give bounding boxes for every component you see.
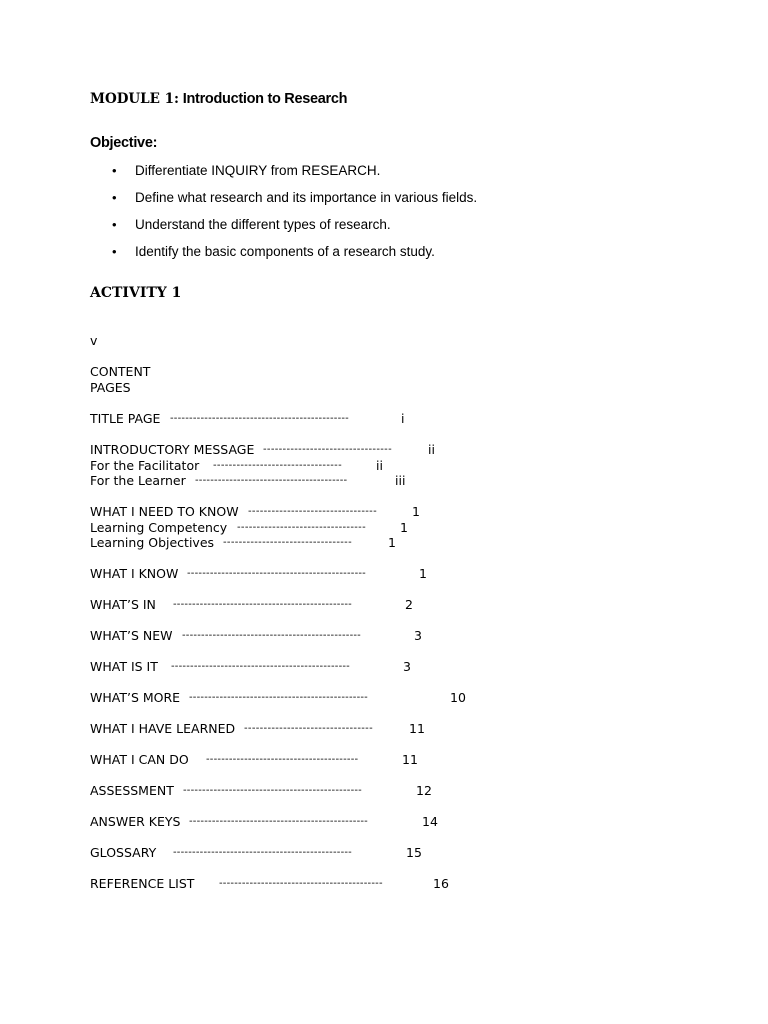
toc-label: Learning Objectives bbox=[90, 535, 215, 550]
toc-label: WHAT I HAVE LEARNED bbox=[90, 721, 236, 736]
toc-label: WHAT’S MORE bbox=[90, 690, 181, 705]
bullet-icon: • bbox=[112, 163, 117, 178]
toc-label: For the Learner bbox=[90, 473, 186, 488]
stray-character: v bbox=[90, 333, 98, 348]
toc-page-number: 11 bbox=[402, 752, 418, 767]
activity-heading: ACTIVITY 1 bbox=[90, 285, 182, 301]
toc-page-number: 16 bbox=[433, 876, 449, 891]
toc-leader: ----------------------------------------------- bbox=[182, 630, 361, 641]
toc-leader: --------------------------------- bbox=[237, 522, 366, 533]
toc-leader: ----------------------------------------------- bbox=[187, 568, 366, 579]
toc-label: TITLE PAGE bbox=[90, 411, 161, 426]
toc-page-number: 1 bbox=[400, 520, 408, 535]
toc-page-number: 15 bbox=[406, 845, 422, 860]
toc-leader: ----------------------------------------------- bbox=[183, 785, 362, 796]
toc-leader: ----------------------------------------------- bbox=[189, 816, 368, 827]
objective-heading: Objective: bbox=[90, 135, 158, 151]
toc-page-number: 1 bbox=[412, 504, 420, 519]
toc-label: WHAT I KNOW bbox=[90, 566, 179, 581]
toc-page-number: 1 bbox=[419, 566, 427, 581]
toc-page-number: 11 bbox=[409, 721, 425, 736]
toc-label: WHAT I NEED TO KNOW bbox=[90, 504, 239, 519]
toc-leader: ----------------------------------------------- bbox=[170, 413, 349, 424]
toc-label: WHAT I CAN DO bbox=[90, 752, 189, 767]
bullet-icon: • bbox=[112, 217, 117, 232]
toc-page-number: 10 bbox=[450, 690, 466, 705]
toc-leader: ------------------------------------------- bbox=[219, 878, 383, 889]
toc-page-number: ii bbox=[428, 442, 435, 457]
toc-leader: ----------------------------------------------- bbox=[171, 661, 350, 672]
toc-label: WHAT IS IT bbox=[90, 659, 158, 674]
toc-leader: ----------------------------------------------- bbox=[173, 599, 352, 610]
toc-leader: ---------------------------------------- bbox=[206, 754, 359, 765]
toc-leader: ----------------------------------------------- bbox=[173, 847, 352, 858]
module-title-text: Introduction to Research bbox=[179, 91, 348, 107]
toc-leader: --------------------------------- bbox=[244, 723, 373, 734]
toc-label: WHAT’S NEW bbox=[90, 628, 173, 643]
toc-leader: --------------------------------- bbox=[213, 460, 342, 471]
toc-label: REFERENCE LIST bbox=[90, 876, 195, 891]
bullet-icon: • bbox=[112, 244, 117, 259]
toc-label: For the Facilitator bbox=[90, 458, 200, 473]
document-page: MODULE 1: Introduction to Research Objective: • Differentiate INQUIRY from RESEARCH. • Define what research and its importance in various fields. • Understand the different types of research. • Identify the basic components of a research study. ACTIVITY 1 v CONTENT PAGES TITLE PAGE ----------------------------------------------- i INTRODUCTORY MESSAGE --------------------------------- ii For the Facilitator --------------------------------- ii For the Learner ---------------------------------------- iii WHAT I NEED TO KNOW --------------------------------- 1 Learning Competency --------------------------------- 1 Learning Objectives --------------------------------- 1 WHAT I KNOW ----------------------------------------------- 1 WHAT’S IN ----------------------------------------------- 2 WHAT’S NEW ----------------------------------------------- 3 WHAT IS IT ----------------------------------------------- 3 WHAT’S MORE ----------------------------------------------- 10 WHAT I HAVE LEARNED --------------------------------- 11 WHAT I CAN DO ---------------------------------------- 11 ASSESSMENT ----------------------------------------------- 12 ANSWER KEYS ----------------------------------------------- 14 GLOSSARY ----------------------------------------------- 15 REFERENCE LIST ------------------------------------------- 16 bbox=[90, 91, 478, 891]
module-title bbox=[90, 91, 347, 108]
module-title-number: MODULE 1: bbox=[90, 91, 180, 107]
toc-label: Learning Competency bbox=[90, 520, 228, 535]
toc-header-pages: PAGES bbox=[90, 380, 131, 395]
toc-page-number: 3 bbox=[414, 628, 422, 643]
toc-page-number: ii bbox=[376, 458, 383, 473]
toc-header-content: CONTENT bbox=[90, 364, 151, 379]
toc-label: GLOSSARY bbox=[90, 845, 157, 860]
toc-leader: ---------------------------------------- bbox=[195, 475, 348, 486]
toc-page-number: 3 bbox=[403, 659, 411, 674]
toc-leader: ----------------------------------------------- bbox=[189, 692, 368, 703]
toc-page-number: 2 bbox=[405, 597, 413, 612]
toc-label: INTRODUCTORY MESSAGE bbox=[90, 442, 255, 457]
toc-label: WHAT’S IN bbox=[90, 597, 156, 612]
toc-label: ASSESSMENT bbox=[90, 783, 174, 798]
toc-leader: --------------------------------- bbox=[248, 506, 377, 517]
toc-leader: --------------------------------- bbox=[263, 444, 392, 455]
toc-page-number: iii bbox=[395, 473, 406, 488]
toc-page-number: 12 bbox=[416, 783, 432, 798]
toc-page-number: 14 bbox=[422, 814, 438, 829]
toc-label: ANSWER KEYS bbox=[90, 814, 181, 829]
bullet-icon: • bbox=[112, 190, 117, 205]
toc-page-number: 1 bbox=[388, 535, 396, 550]
toc-page-number: i bbox=[401, 411, 405, 426]
toc-leader: --------------------------------- bbox=[223, 537, 352, 548]
